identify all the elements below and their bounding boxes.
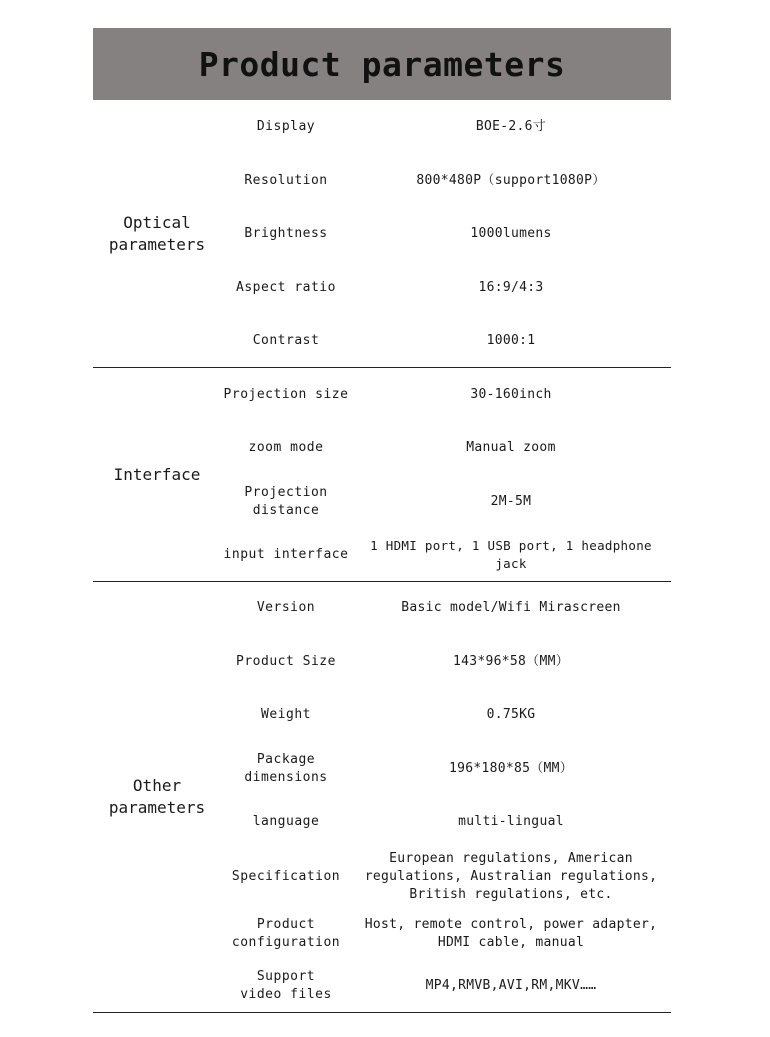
table-row (221, 704, 671, 726)
param-value: BOE-2.6寸 (475, 119, 547, 134)
interface-section (93, 368, 671, 582)
param-name: Version (256, 600, 316, 615)
table-row (221, 749, 671, 789)
group-label: Other parameters (108, 776, 206, 817)
table-row (221, 914, 671, 954)
param-value: 1000:1 (486, 333, 536, 348)
param-name: Package dimensions (244, 752, 328, 785)
param-value: 16:9/4:3 (478, 280, 544, 295)
param-value: MP4,RMVB,AVI,RM,MKV…… (425, 978, 597, 993)
title-banner (93, 28, 671, 100)
param-value: multi-lingual (458, 814, 564, 829)
param-value: 800*480P（support1080P） (416, 173, 606, 188)
group-label: Optical parameters (108, 212, 206, 254)
param-name: Resolution (244, 173, 328, 188)
table-row (221, 651, 671, 673)
table-row (221, 482, 671, 522)
param-name: zoom mode (248, 440, 324, 455)
table-row (221, 223, 671, 245)
param-value: Basic model/Wifi Mirascreen (401, 600, 621, 615)
param-name: Projection size (223, 387, 349, 402)
param-value: 2M-5M (490, 494, 532, 509)
other-parameters-section (93, 582, 671, 1013)
param-name: Display (256, 119, 316, 134)
param-name: Product Size (236, 654, 336, 669)
param-name: Projection distance (244, 485, 328, 518)
param-value: 1000lumens (470, 226, 552, 241)
param-value: Manual zoom (466, 440, 556, 455)
param-name: Aspect ratio (236, 280, 336, 295)
table-row (221, 437, 671, 459)
param-value: 0.75KG (486, 707, 536, 722)
table-row (221, 966, 671, 1006)
param-value: 196*180*85（MM） (448, 761, 574, 776)
table-row (221, 849, 671, 905)
table-row (221, 384, 671, 406)
table-row (221, 277, 671, 299)
param-value: 30-160inch (470, 387, 552, 402)
table-row (221, 170, 671, 192)
param-value: European regulations, American regulations, Australian regulations, British regulations, etc. (364, 851, 658, 902)
param-name: Brightness (244, 226, 328, 241)
param-name: Weight (261, 707, 311, 722)
table-row (221, 330, 671, 352)
table-row (221, 116, 671, 138)
table-row (221, 811, 671, 833)
page-title: Product parameters (198, 44, 566, 84)
param-name: input interface (223, 547, 349, 562)
param-value: Host, remote control, power adapter, HDMI cable, manual (364, 917, 658, 950)
param-name: Product configuration (231, 917, 341, 950)
param-value: 1 HDMI port, 1 USB port, 1 headphone jack (370, 538, 652, 571)
table-row (221, 538, 671, 571)
optical-parameters-section (93, 100, 671, 368)
param-name: Support video files (240, 969, 332, 1002)
table-row (221, 597, 671, 619)
group-label: Interface (113, 464, 201, 484)
param-value: 143*96*58（MM） (453, 654, 569, 669)
param-name: Contrast (252, 333, 320, 348)
param-name: language (252, 814, 320, 829)
param-name: Specification (231, 869, 341, 884)
